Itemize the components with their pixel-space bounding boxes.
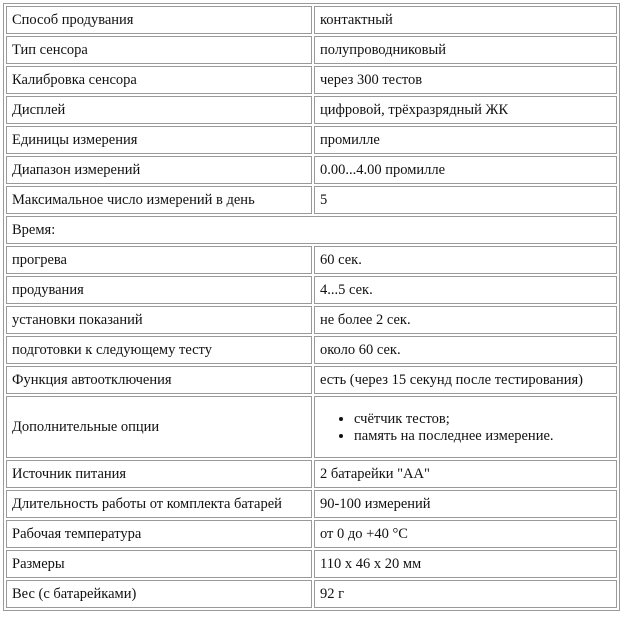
table-row <box>6 36 617 64</box>
table-row <box>6 276 617 304</box>
spec-value: есть (через 15 секунд после тестирования) <box>314 366 617 394</box>
spec-label: Максимальное число измерений в день <box>6 186 312 214</box>
spec-label: Дисплей <box>6 96 312 124</box>
spec-value: через 300 тестов <box>314 66 617 94</box>
spec-value: 90-100 измерений <box>314 490 617 518</box>
spec-value: 92 г <box>314 580 617 608</box>
table-row <box>6 366 617 394</box>
section-header-row <box>6 216 617 244</box>
table-row <box>6 490 617 518</box>
spec-value: 2 батарейки "АА" <box>314 460 617 488</box>
table-row <box>6 460 617 488</box>
spec-label: Калибровка сенсора <box>6 66 312 94</box>
spec-label: Диапазон измерений <box>6 156 312 184</box>
table-row <box>6 186 617 214</box>
table-row <box>6 156 617 184</box>
spec-label: прогрева <box>6 246 312 274</box>
spec-label: продувания <box>6 276 312 304</box>
spec-label: Размеры <box>6 550 312 578</box>
table-row <box>6 550 617 578</box>
spec-value: 110 х 46 х 20 мм <box>314 550 617 578</box>
spec-value: 5 <box>314 186 617 214</box>
spec-value: цифровой, трёхразрядный ЖК <box>314 96 617 124</box>
options-list <box>320 411 611 444</box>
spec-value: 0.00...4.00 промилле <box>314 156 617 184</box>
spec-value-list <box>314 396 617 458</box>
spec-label: Способ продувания <box>6 6 312 34</box>
spec-value: 4...5 сек. <box>314 276 617 304</box>
time-section-header: Время: <box>6 216 617 244</box>
table-row <box>6 336 617 364</box>
table-row <box>6 520 617 548</box>
spec-label: Вес (с батарейками) <box>6 580 312 608</box>
spec-value: промилле <box>314 126 617 154</box>
spec-label: Единицы измерения <box>6 126 312 154</box>
table-row <box>6 396 617 458</box>
spec-value: около 60 сек. <box>314 336 617 364</box>
spec-label: Функция автоотключения <box>6 366 312 394</box>
spec-label: подготовки к следующему тесту <box>6 336 312 364</box>
spec-value: 60 сек. <box>314 246 617 274</box>
spec-value: контактный <box>314 6 617 34</box>
table-row <box>6 126 617 154</box>
list-item: • память на последнее измерение. <box>354 428 611 444</box>
table-row <box>6 66 617 94</box>
spec-label: Источник питания <box>6 460 312 488</box>
spec-label: Тип сенсора <box>6 36 312 64</box>
table-row <box>6 96 617 124</box>
table-row <box>6 306 617 334</box>
spec-label: Длительность работы от комплекта батарей <box>6 490 312 518</box>
spec-label: Дополнительные опции <box>6 396 312 458</box>
spec-label: Рабочая температура <box>6 520 312 548</box>
spec-label: установки показаний <box>6 306 312 334</box>
table-row <box>6 6 617 34</box>
spec-value: не более 2 сек. <box>314 306 617 334</box>
table-row <box>6 580 617 608</box>
spec-value: от 0 до +40 °C <box>314 520 617 548</box>
specifications-table <box>3 3 620 611</box>
table-row <box>6 246 617 274</box>
list-item: • счётчик тестов; <box>354 411 611 427</box>
spec-value: полупроводниковый <box>314 36 617 64</box>
